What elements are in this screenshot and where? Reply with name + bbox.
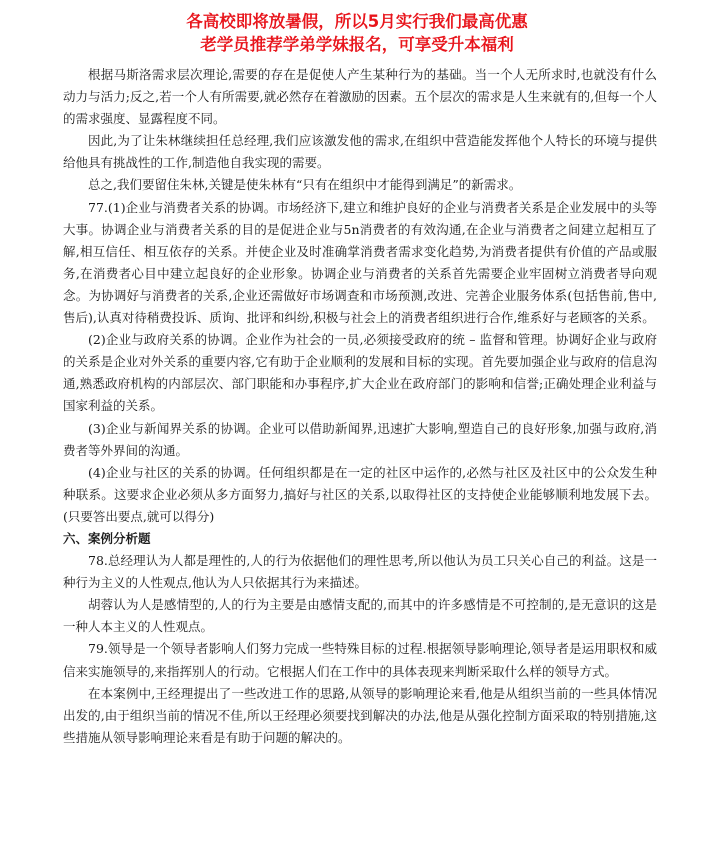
paragraph: 77.(1)企业与消费者关系的协调。市场经济下,建立和维护良好的企业与消费者关系是企业发展中的头等大事。协调企业与消费者关系的目的是促进企业与5n消费者的有效沟通,在企业与消费者之间建立起相互了解,相互信任、相互依存的关系。并使企业及时准确掌消费者需求变化趋势,为消费者提供有价值的产品或服务,在消费者心目中建立起良好的企业形象。协调企业与消费者的关系首先需要企业牢固树立消费者导向观念。为协调好与消费者的关系,企业还需做好市场调查和市场预测,改进、完善企业服务体系(包括售前,售中,售后),认真对待稍费投诉、质询、批评和纠纷,积极与社会上的消费者组织进行合作,维系好与老顾客的关系。 — [63, 199, 657, 326]
paragraph: 总之,我们要留住朱林,关键是使朱林有“只有在组织中才能得到满足”的新需求。 — [88, 177, 522, 193]
paragraph: (4)企业与社区的关系的协调。任何组织都是在一定的社区中运作的,必然与社区及社区中的公众发生种种联系。这要求企业必须从多方面努力,搞好与社区的关系,以取得社区的支持使企业能够顺利地发展下去。(只要答出要点,就可以得分) — [63, 464, 657, 524]
paragraph: (2)企业与政府关系的协调。企业作为社会的一员,必须接受政府的统 – 监督和管理。协调好企业与政府的关系是企业对外关系的重要内容,它有助于企业顺利的发展和目标的实现。首先要加强企业与政府的信息沟通,熟悉政府机构的内部层次、部门职能和办事程序,扩大企业在政府部门的影响和信誉;正确处理企业利益与国家利益的关系。 — [63, 332, 657, 414]
paragraph: 根据马斯洛需求层次理论,需要的存在是促使人产生某种行为的基础。当一个人无所求时,也就没有什么动力与活力;反之,若一个人有所需要,就必然存在着激励的因素。五个层次的需求是人生来就有的,但每一个人的需求强度、显露程度不同。 — [63, 67, 657, 127]
paragraph: 78.总经理认为人都是理性的,人的行为依据他们的理性思考,所以他认为员工只关心自己的利益。这是一种行为主义的人性观点,他认为人只依据其行为来描述。 — [63, 553, 657, 591]
promo-line-2: 老学员推荐学弟学妹报名，可享受升本福利 — [200, 35, 514, 54]
section-heading: 六、案例分析题 — [63, 530, 151, 546]
paragraph: (3)企业与新闻界关系的协调。企业可以借助新闻界,迅速扩大影响,塑造自己的良好形象,加强与政府,消费者等外界间的沟通。 — [63, 420, 657, 458]
paragraph: 在本案例中,王经理提出了一些改进工作的思路,从领导的影响理论来看,他是从组织当前的一些具体情况出发的,由于组织当前的情况不佳,所以王经理必须要找到解决的办法,他是从强化控制方面采取的特别措施,这些措施从领导影响理论来看是有助于问题的解决的。 — [63, 685, 657, 745]
paragraph: 79.领导是一个领导者影响人们努力完成一些特殊目标的过程.根据领导影响理论,领导者是运用职权和威信来实施领导的,来指挥别人的行动。它根据人们在工作中的具体表现来判断采取什么样的领导方式。 — [63, 641, 657, 679]
paragraph: 胡蓉认为人是感情型的,人的行为主要是由感情支配的,而其中的许多感情是不可控制的,是无意识的这是一种人本主义的人性观点。 — [63, 597, 657, 635]
paragraph: 因此,为了让朱林继续担任总经理,我们应该激发他的需求,在组织中营造能发挥他个人特长的环境与提供给他具有挑战性的工作,制造他自我实现的需要。 — [63, 133, 657, 171]
promo-banner — [0, 10, 724, 56]
promo-line-1: 各高校即将放暑假，所以5月实行我们最高优惠 — [186, 12, 528, 31]
document-body — [63, 64, 657, 749]
